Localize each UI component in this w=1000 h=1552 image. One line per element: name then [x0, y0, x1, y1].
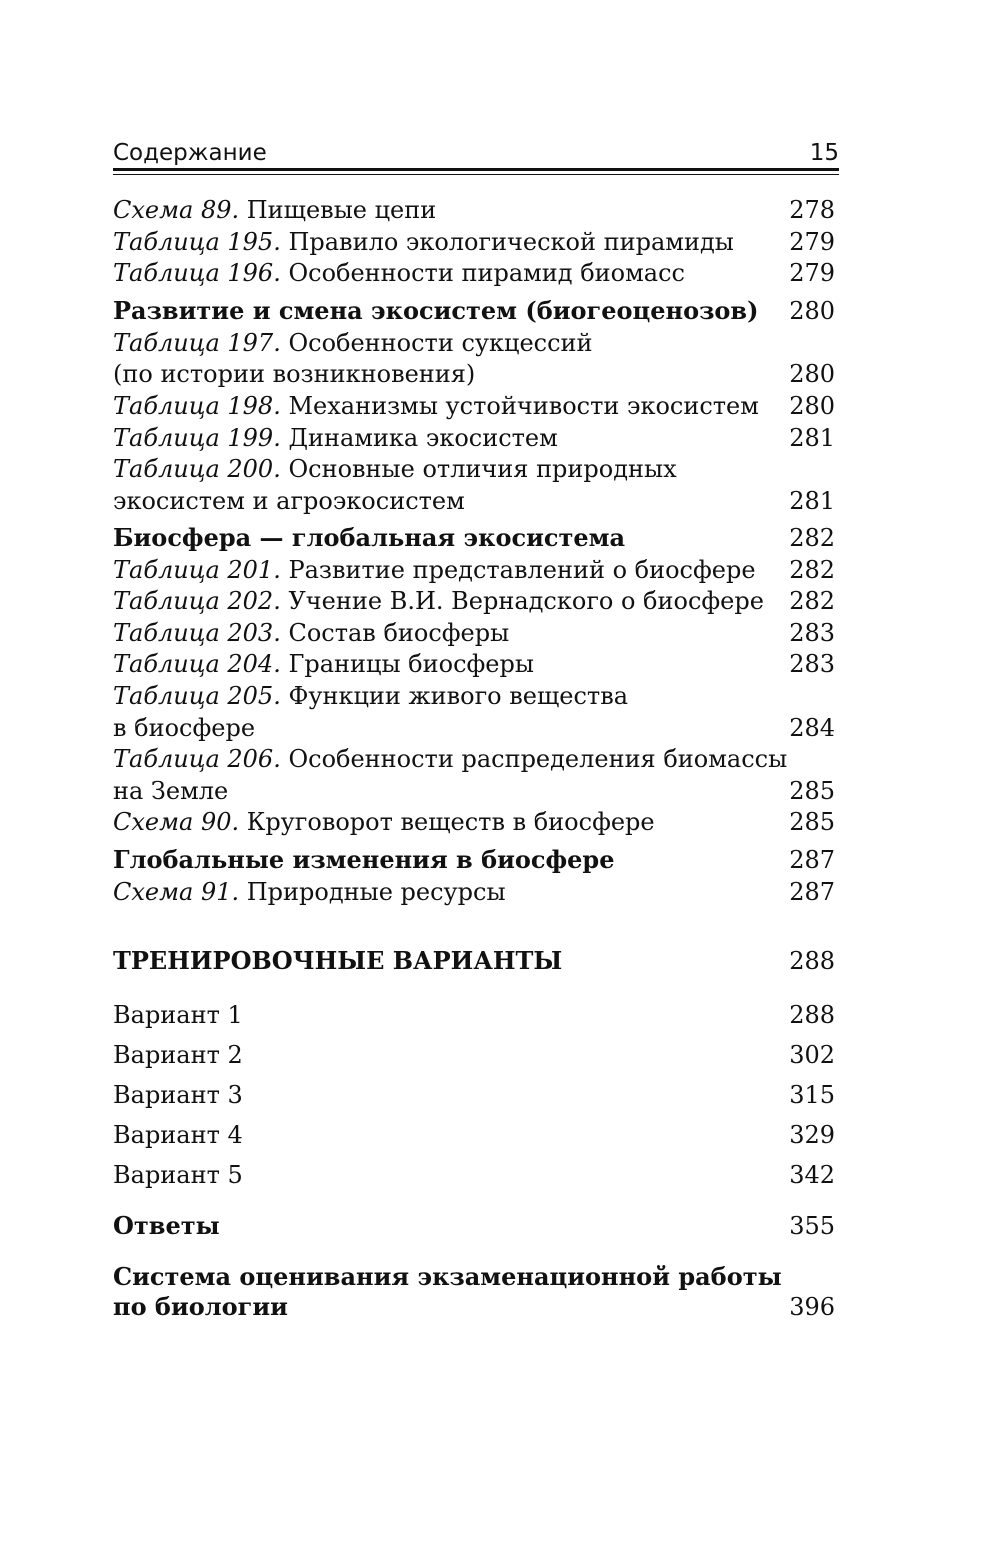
toc-page-number: 281 — [789, 487, 835, 515]
toc-entry[interactable]: Таблица 198. Механизмы устойчивости экосистем 280 — [113, 392, 835, 420]
running-header — [113, 136, 839, 168]
toc-page-number: 283 — [789, 619, 835, 647]
toc-entry[interactable]: Вариант 5 342 — [113, 1161, 835, 1189]
toc-section-heading[interactable]: Биосфера — глобальная экосистема 282 — [113, 523, 835, 552]
toc-section-heading-continuation[interactable]: по биологии 396 — [113, 1292, 835, 1321]
toc-page-number: 282 — [789, 524, 835, 552]
toc-entry-continuation[interactable]: (по истории возникновения) 280 — [113, 360, 835, 388]
toc-page-number: 285 — [789, 808, 835, 836]
toc-entry[interactable]: Схема 90. Круговорот веществ в биосфере 285 — [113, 808, 835, 836]
toc-entry[interactable]: Схема 89. Пищевые цепи 278 — [113, 196, 835, 224]
toc-entry[interactable]: Таблица 206. Особенности распределения биомассы — [113, 743, 835, 775]
toc-page-number: 396 — [789, 1293, 835, 1321]
toc-section-heading[interactable]: Развитие и смена экосистем (биогеоценозов) 280 — [113, 296, 835, 325]
header-page-number: 15 — [809, 140, 839, 166]
toc-chapter-heading[interactable]: ТРЕНИРОВОЧНЫЕ ВАРИАНТЫ 288 — [113, 946, 835, 975]
toc-entry[interactable]: Таблица 205. Функции живого вещества — [113, 680, 835, 712]
toc-entry-continuation[interactable]: в биосфере 284 — [113, 714, 835, 742]
toc-entry[interactable]: Вариант 4 329 — [113, 1121, 835, 1149]
toc-section-heading[interactable]: Ответы 355 — [113, 1211, 835, 1240]
toc-entry[interactable]: Вариант 2 302 — [113, 1041, 835, 1069]
toc-page-number: 315 — [789, 1081, 835, 1109]
toc-page-number: 281 — [789, 424, 835, 452]
toc-entry-continuation[interactable]: экосистем и агроэкосистем 281 — [113, 487, 835, 515]
toc-section-heading[interactable]: Глобальные изменения в биосфере 287 — [113, 845, 835, 874]
toc-entry[interactable]: Таблица 199. Динамика экосистем 281 — [113, 424, 835, 452]
toc-page-number: 280 — [789, 392, 835, 420]
toc-page-number: 342 — [789, 1161, 835, 1189]
toc-page-number: 283 — [789, 650, 835, 678]
toc-page-number: 282 — [789, 556, 835, 584]
toc-entry[interactable]: Таблица 200. Основные отличия природных — [113, 453, 835, 485]
toc-page-number: 279 — [789, 228, 835, 256]
toc-page-number: 329 — [789, 1121, 835, 1149]
toc-entry[interactable]: Таблица 196. Особенности пирамид биомасс 279 — [113, 259, 835, 287]
toc-page-number: 288 — [789, 947, 835, 975]
toc-page-number: 302 — [789, 1041, 835, 1069]
toc-page-number: 280 — [789, 297, 835, 325]
header-rule-thick — [113, 168, 839, 171]
toc-entry[interactable]: Таблица 201. Развитие представлений о биосфере 282 — [113, 556, 835, 584]
toc-entry-continuation[interactable]: на Земле 285 — [113, 777, 835, 805]
toc-entry[interactable]: Таблица 203. Состав биосферы 283 — [113, 619, 835, 647]
toc-entry[interactable]: Схема 91. Природные ресурсы 287 — [113, 878, 835, 906]
toc-page-number: 287 — [789, 878, 835, 906]
toc-page-number: 280 — [789, 360, 835, 388]
header-title: Содержание — [113, 140, 267, 166]
toc-entry[interactable]: Таблица 197. Особенности сукцессий — [113, 327, 835, 359]
header-rule-thin — [113, 174, 839, 175]
toc-entry[interactable]: Таблица 195. Правило экологической пирамиды 279 — [113, 228, 835, 256]
toc-page-number: 288 — [789, 1001, 835, 1029]
toc-entry[interactable]: Вариант 3 315 — [113, 1081, 835, 1109]
toc-page-number: 279 — [789, 259, 835, 287]
toc-page-number: 355 — [789, 1212, 835, 1240]
toc-page-number: 287 — [789, 846, 835, 874]
toc-entry[interactable]: Таблица 202. Учение В.И. Вернадского о биосфере 282 — [113, 587, 835, 615]
toc-entry[interactable]: Таблица 204. Границы биосферы 283 — [113, 650, 835, 678]
toc-page-number: 282 — [789, 587, 835, 615]
toc-page-number: 285 — [789, 777, 835, 805]
toc-page-number: 284 — [789, 714, 835, 742]
toc-section-heading[interactable]: Система оценивания экзаменационной работы — [113, 1261, 835, 1293]
toc-page-number: 278 — [789, 196, 835, 224]
toc-entry[interactable]: Вариант 1 288 — [113, 1001, 835, 1029]
